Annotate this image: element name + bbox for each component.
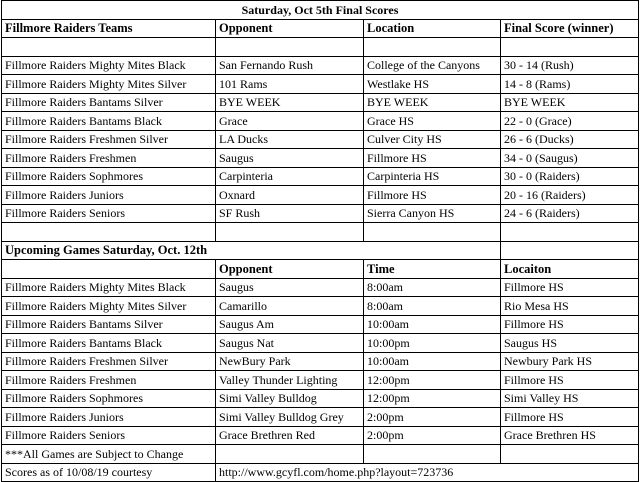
opponent-cell: Carpinteria xyxy=(216,167,364,186)
opponent-cell: SF Rush xyxy=(216,204,364,223)
team-cell: Fillmore Raiders Sophmores xyxy=(2,167,216,186)
team-cell: Fillmore Raiders Bantams Black xyxy=(2,334,216,353)
blank-cell xyxy=(216,223,364,242)
opponent-cell: Simi Valley Bulldog xyxy=(216,389,364,408)
opponent-cell: LA Ducks xyxy=(216,130,364,149)
score-cell: 34 - 0 (Saugus) xyxy=(501,149,639,168)
location-cell: Culver City HS xyxy=(364,130,501,149)
team-cell: Fillmore Raiders Bantams Black xyxy=(2,112,216,131)
time-cell: 10:00am xyxy=(364,315,501,334)
table-row xyxy=(2,93,639,112)
column-header: Fillmore Raiders Teams xyxy=(2,19,216,38)
location-cell: Simi Valley HS xyxy=(501,389,639,408)
location-cell: Grace Brethren HS xyxy=(501,426,639,445)
team-cell: Fillmore Raiders Mighty Mites Silver xyxy=(2,297,216,316)
opponent-cell: Valley Thunder Lighting xyxy=(216,371,364,390)
section-title: Upcoming Games Saturday, Oct. 12th xyxy=(2,241,364,260)
table-row xyxy=(2,371,639,390)
blank-row xyxy=(2,223,639,242)
location-cell: Newbury Park HS xyxy=(501,352,639,371)
schedule-table xyxy=(1,0,639,482)
location-cell: College of the Canyons xyxy=(364,56,501,75)
blank-cell xyxy=(2,38,216,57)
score-cell: BYE WEEK xyxy=(501,93,639,112)
opponent-cell: BYE WEEK xyxy=(216,93,364,112)
table-row xyxy=(2,334,639,353)
opponent-cell: NewBury Park xyxy=(216,352,364,371)
table-row xyxy=(2,167,639,186)
schedule-table-body xyxy=(2,1,639,482)
table-row xyxy=(2,112,639,131)
table-row xyxy=(2,389,639,408)
opponent-cell: Camarillo xyxy=(216,297,364,316)
location-cell: Grace HS xyxy=(364,112,501,131)
team-cell: Fillmore Raiders Freshmen xyxy=(2,149,216,168)
footer-courtesy-row xyxy=(2,463,639,482)
table-row xyxy=(2,149,639,168)
location-cell: Saugus HS xyxy=(501,334,639,353)
team-cell: Fillmore Raiders Juniors xyxy=(2,408,216,427)
opponent-cell: Saugus xyxy=(216,278,364,297)
score-cell: 22 - 0 (Grace) xyxy=(501,112,639,131)
column-header: Opponent xyxy=(216,19,364,38)
opponent-cell: 101 Rams xyxy=(216,75,364,94)
team-cell: Fillmore Raiders Bantams Silver xyxy=(2,315,216,334)
opponent-cell: Grace Brethren Red xyxy=(216,426,364,445)
score-cell: 24 - 6 (Raiders) xyxy=(501,204,639,223)
score-cell: 14 - 8 (Rams) xyxy=(501,75,639,94)
table-row xyxy=(2,315,639,334)
location-cell: Fillmore HS xyxy=(364,149,501,168)
column-header: Time xyxy=(364,260,501,279)
column-header: Final Score (winner) xyxy=(501,19,639,38)
opponent-cell: Grace xyxy=(216,112,364,131)
score-cell: 26 - 6 (Ducks) xyxy=(501,130,639,149)
footer-note-row xyxy=(2,445,639,464)
team-cell: Fillmore Raiders Freshmen xyxy=(2,371,216,390)
time-cell: 12:00pm xyxy=(364,371,501,390)
time-cell: 10:00pm xyxy=(364,334,501,353)
blank-cell xyxy=(364,241,501,260)
blank-cell xyxy=(364,445,501,464)
table-row xyxy=(2,297,639,316)
location-cell: Fillmore HS xyxy=(501,315,639,334)
blank-cell xyxy=(501,38,639,57)
location-cell: Westlake HS xyxy=(364,75,501,94)
table-row xyxy=(2,352,639,371)
time-cell: 2:00pm xyxy=(364,426,501,445)
location-cell: Rio Mesa HS xyxy=(501,297,639,316)
opponent-cell: Oxnard xyxy=(216,186,364,205)
change-note: ***All Games are Subject to Change xyxy=(2,445,216,464)
score-cell: 30 - 14 (Rush) xyxy=(501,56,639,75)
blank-cell xyxy=(364,38,501,57)
location-cell: BYE WEEK xyxy=(364,93,501,112)
opponent-cell: Saugus Am xyxy=(216,315,364,334)
blank-cell xyxy=(501,463,639,482)
blank-cell xyxy=(501,241,639,260)
score-cell: 30 - 0 (Raiders) xyxy=(501,167,639,186)
location-cell: Sierra Canyon HS xyxy=(364,204,501,223)
location-cell: Carpinteria HS xyxy=(364,167,501,186)
column-header: Locaiton xyxy=(501,260,639,279)
blank-cell xyxy=(364,223,501,242)
table-row xyxy=(2,426,639,445)
team-cell: Fillmore Raiders Mighty Mites Black xyxy=(2,56,216,75)
table-row xyxy=(2,75,639,94)
location-cell: Fillmore HS xyxy=(501,371,639,390)
time-cell: 2:00pm xyxy=(364,408,501,427)
title-row xyxy=(2,1,639,20)
blank-cell xyxy=(501,223,639,242)
time-cell: 12:00pm xyxy=(364,389,501,408)
opponent-cell: Saugus Nat xyxy=(216,334,364,353)
time-cell: 10:00am xyxy=(364,352,501,371)
time-cell: 8:00am xyxy=(364,278,501,297)
upcoming-title-row xyxy=(2,241,639,260)
column-header: Opponent xyxy=(216,260,364,279)
team-cell: Fillmore Raiders Bantams Silver xyxy=(2,93,216,112)
opponent-cell: Saugus xyxy=(216,149,364,168)
team-cell: Fillmore Raiders Freshmen Silver xyxy=(2,130,216,149)
source-url: http://www.gcyfl.com/home.php?layout=723736 xyxy=(216,463,501,482)
column-header: Location xyxy=(364,19,501,38)
location-cell: Fillmore HS xyxy=(501,278,639,297)
team-cell: Fillmore Raiders Sophmores xyxy=(2,389,216,408)
team-cell: Fillmore Raiders Mighty Mites Silver xyxy=(2,75,216,94)
table-row xyxy=(2,204,639,223)
time-cell: 8:00am xyxy=(364,297,501,316)
table-row xyxy=(2,278,639,297)
blank-row xyxy=(2,38,639,57)
blank-cell xyxy=(216,445,364,464)
score-cell: 20 - 16 (Raiders) xyxy=(501,186,639,205)
opponent-cell: Simi Valley Bulldog Grey xyxy=(216,408,364,427)
page-title: Saturday, Oct 5th Final Scores xyxy=(2,1,639,20)
team-cell: Fillmore Raiders Juniors xyxy=(2,186,216,205)
table-row xyxy=(2,186,639,205)
table-row xyxy=(2,130,639,149)
upcoming-header-row xyxy=(2,260,639,279)
table-row xyxy=(2,56,639,75)
team-cell: Fillmore Raiders Freshmen Silver xyxy=(2,352,216,371)
location-cell: Fillmore HS xyxy=(364,186,501,205)
team-cell: Fillmore Raiders Mighty Mites Black xyxy=(2,278,216,297)
final-scores-header-row xyxy=(2,19,639,38)
team-cell: Fillmore Raiders Seniors xyxy=(2,204,216,223)
blank-cell xyxy=(501,445,639,464)
team-cell: Fillmore Raiders Seniors xyxy=(2,426,216,445)
table-row xyxy=(2,408,639,427)
blank-cell xyxy=(2,223,216,242)
opponent-cell: San Fernando Rush xyxy=(216,56,364,75)
blank-cell xyxy=(216,38,364,57)
location-cell: Fillmore HS xyxy=(501,408,639,427)
blank-cell xyxy=(2,260,216,279)
courtesy-label: Scores as of 10/08/19 courtesy xyxy=(2,463,216,482)
